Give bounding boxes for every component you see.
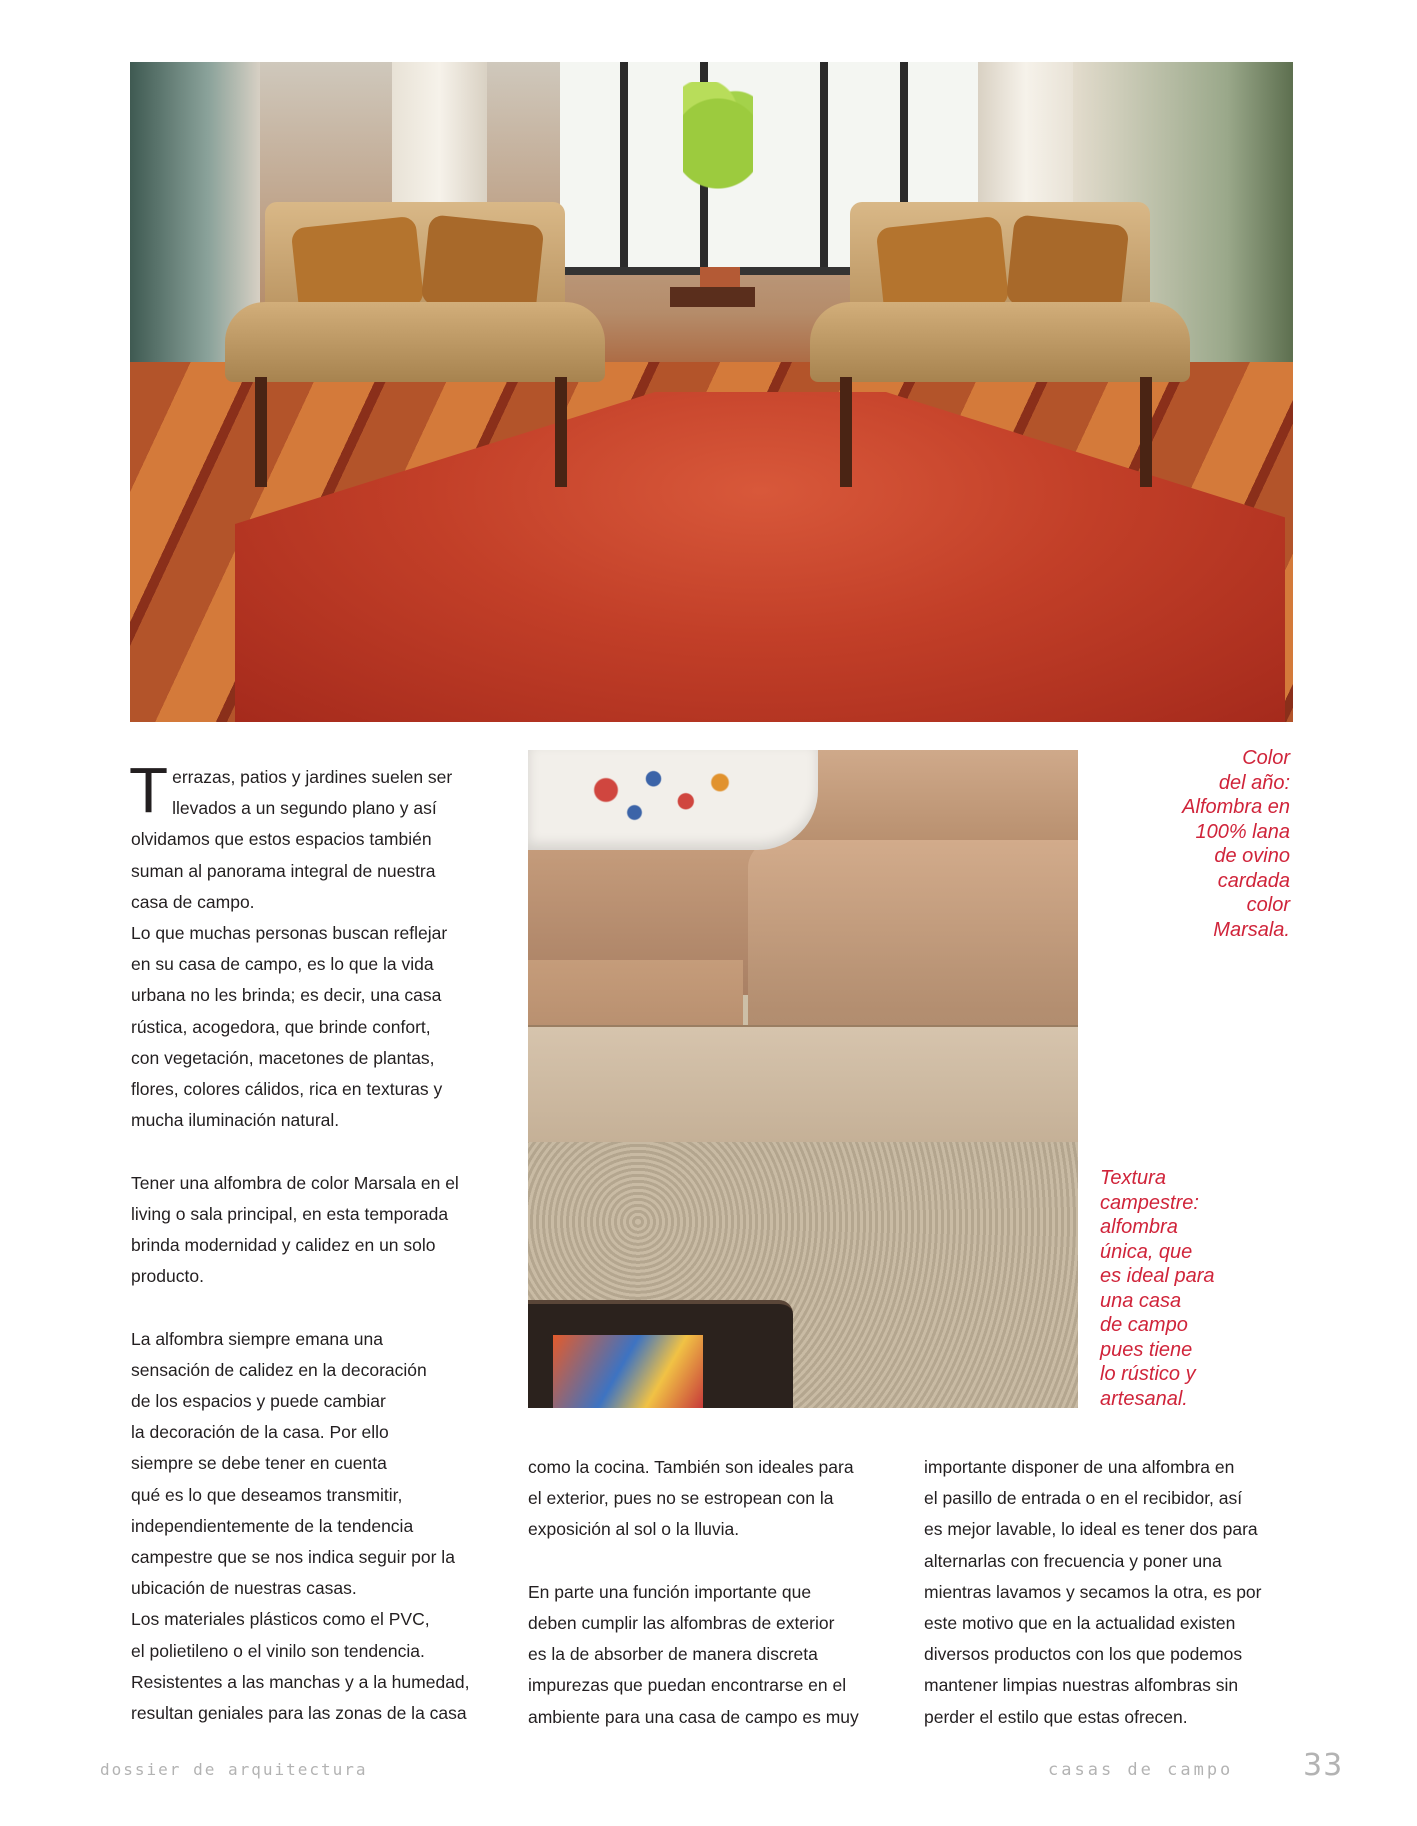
caption2-line: pues tiene <box>1100 1338 1193 1361</box>
article-column-2 <box>528 1452 883 1733</box>
caption2-line: artesanal. <box>1100 1387 1188 1410</box>
col1-line: qué es lo que deseamos transmitir, <box>131 1484 403 1505</box>
col1-line: brinda modernidad y calidez en un solo <box>131 1235 436 1256</box>
col3-line: alternarlas con frecuencia y poner una <box>924 1550 1222 1571</box>
col1-line: producto. <box>131 1266 204 1287</box>
col2-line: En parte una función importante que <box>528 1581 812 1602</box>
paragraph-gap <box>528 1546 883 1577</box>
col1-line: Lo que muchas personas buscan reflejar <box>131 923 448 944</box>
col1-line: casa de campo. <box>131 891 255 912</box>
col3-line: el pasillo de entrada o en el recibidor, así <box>924 1488 1243 1509</box>
caption1-line: de ovino <box>1214 845 1290 867</box>
col1-line: la decoración de la casa. Por ello <box>131 1422 389 1443</box>
col1-line: sensación de calidez en la decoración <box>131 1359 427 1380</box>
caption1-line: del año: <box>1218 771 1290 794</box>
paragraph-gap <box>131 1136 481 1167</box>
col3-line: es mejor lavable, lo ideal es tener dos para <box>924 1519 1258 1540</box>
col1-line: con vegetación, macetones de plantas, <box>131 1047 435 1068</box>
caption2-line: una casa <box>1100 1289 1182 1312</box>
col1-line: el polietileno o el vinilo son tendencia. <box>131 1640 425 1661</box>
magazine-title: dossier de arquitectura <box>100 1760 368 1779</box>
col1-line: ubicación de nuestras casas. <box>131 1578 357 1599</box>
col1-line: llevados a un segundo plano y así <box>172 798 437 819</box>
col1-line: Tener una alfombra de color Marsala en el <box>131 1172 459 1193</box>
col1-line: en su casa de campo, es lo que la vida <box>131 954 434 975</box>
caption1-line: Marsala. <box>1213 918 1290 941</box>
section-title: casas de campo <box>1048 1760 1234 1780</box>
col2-line: como la cocina. También son ideales para <box>528 1457 854 1477</box>
col1-line: independientemente de la tendencia <box>131 1515 414 1536</box>
col3-line: perder el estilo que estas ofrecen. <box>924 1706 1188 1727</box>
col1-line: flores, colores cálidos, rica en texturas y <box>131 1079 443 1100</box>
page-number: 33 <box>1303 1748 1344 1783</box>
paragraph-gap <box>131 1292 481 1323</box>
col2-line: ambiente para una casa de campo es muy <box>528 1706 859 1727</box>
col1-line: olvidamos que estos espacios también <box>131 829 432 850</box>
caption1-line: 100% lana <box>1195 820 1290 843</box>
caption1-line: Alfombra en <box>1182 796 1290 818</box>
col1-line: siempre se debe tener en cuenta <box>131 1453 387 1474</box>
col3-line: mantener limpias nuestras alfombras sin <box>924 1675 1239 1696</box>
caption2-line: campestre: <box>1100 1191 1199 1214</box>
caption2-line: lo rústico y <box>1100 1363 1196 1385</box>
col1-line: suman al panorama integral de nuestra <box>131 860 436 881</box>
caption2-line: es ideal para <box>1100 1265 1215 1287</box>
leather-sofa-rug-photo <box>528 750 1078 1408</box>
col1-line: resultan geniales para las zonas de la casa <box>131 1703 467 1724</box>
col2-line: el exterior, pues no se estropean con la <box>528 1488 834 1509</box>
article-column-3 <box>924 1452 1284 1733</box>
col2-line: deben cumplir las alfombras de exterior <box>528 1613 835 1633</box>
col3-line: mientras lavamos y secamos la otra, es por <box>924 1581 1262 1602</box>
col2-line: exposición al sol o la lluvia. <box>528 1519 740 1540</box>
caption2-line: única, que <box>1100 1240 1193 1263</box>
caption2-line: alfombra <box>1100 1216 1178 1238</box>
col3-line: importante disponer de una alfombra en <box>924 1457 1235 1477</box>
caption-textura-campestre <box>1100 1166 1280 1411</box>
col2-line: es la de absorber de manera discreta <box>528 1644 818 1665</box>
dropcap: T <box>129 754 169 826</box>
article-column-1 <box>129 754 481 1729</box>
col1-line: de los espacios y puede cambiar <box>131 1391 386 1412</box>
col1-line: La alfombra siempre emana una <box>131 1328 383 1349</box>
caption-color-del-ano <box>1105 746 1290 942</box>
caption2-line: de campo <box>1100 1314 1188 1336</box>
col3-line: diversos productos con los que podemos <box>924 1644 1243 1665</box>
col1-line: rústica, acogedora, que brinde confort, <box>131 1016 431 1037</box>
caption1-line: Color <box>1242 747 1290 769</box>
caption2-line: Textura <box>1100 1167 1166 1189</box>
caption1-line: cardada <box>1217 869 1290 892</box>
col1-line: living o sala principal, en esta temporada <box>131 1203 449 1224</box>
col1-line: campestre que se nos indica seguir por la <box>131 1547 455 1568</box>
col1-line: Los materiales plásticos como el PVC, <box>131 1609 430 1630</box>
col3-line: este motivo que en la actualidad existen <box>924 1613 1236 1634</box>
col2-line: impurezas que puedan encontrarse en el <box>528 1675 847 1696</box>
hero-living-room-photo <box>130 62 1293 722</box>
col1-line: Resistentes a las manchas y a la humedad, <box>131 1671 470 1692</box>
col1-line: mucha iluminación natural. <box>131 1110 340 1131</box>
caption1-line: color <box>1246 894 1290 916</box>
col1-line: errazas, patios y jardines suelen ser <box>172 767 453 787</box>
col1-line: urbana no les brinda; es decir, una casa <box>131 985 442 1006</box>
